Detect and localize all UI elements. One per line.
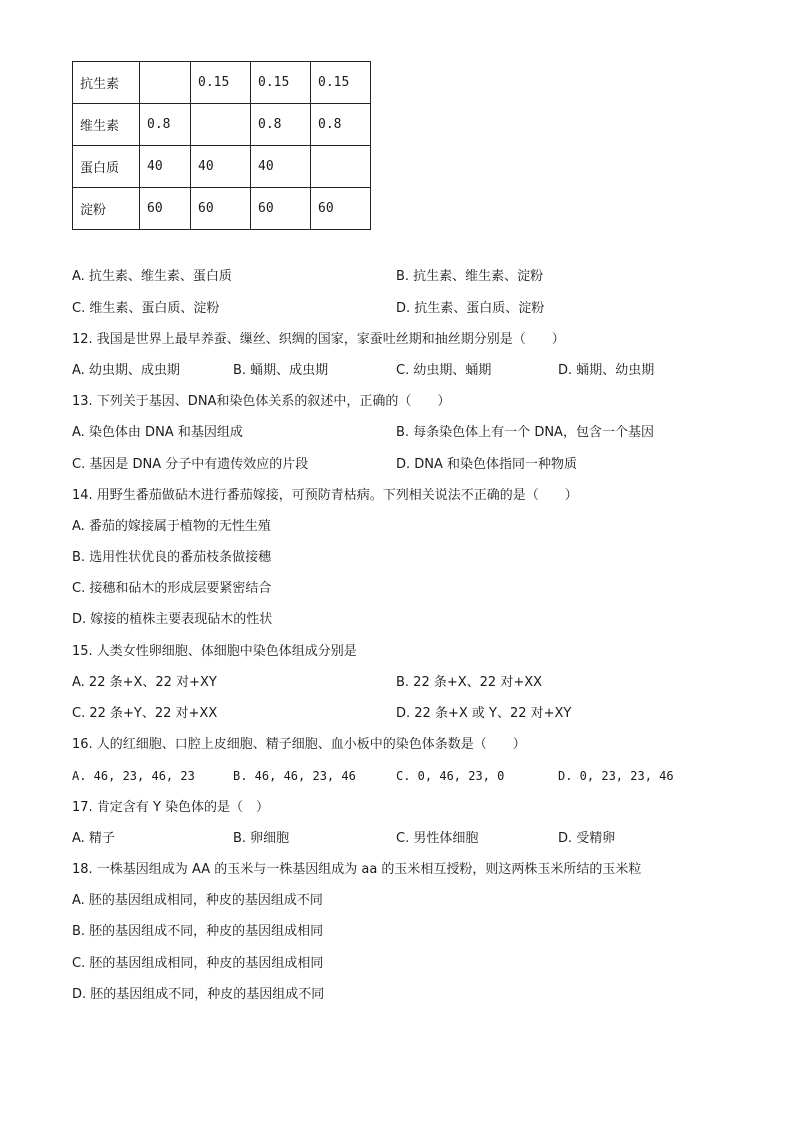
table-cell: 60 — [251, 188, 311, 230]
q13-option-d: D. DNA 和染色体指同一种物质 — [396, 457, 578, 472]
table-cell: 40 — [251, 146, 311, 188]
table-cell: 60 — [311, 188, 371, 230]
q13-option-b: B. 每条染色体上有一个 DNA，包含一个基因 — [396, 425, 654, 440]
q14-option-d: D. 嫁接的植株主要表现砧木的性状 — [72, 612, 273, 627]
table-cell: 0.15 — [311, 62, 371, 104]
q17-option-c: C. 男性体细胞 — [396, 831, 479, 846]
table-row — [73, 146, 371, 188]
q18-option-c: C. 胚的基因组成相同，种皮的基因组成相同 — [72, 956, 324, 971]
table-cell — [191, 104, 251, 146]
q14-stem: 14. 用野生番茄做砧木进行番茄嫁接，可预防青枯病。下列相关说法不正确的是（ ） — [72, 488, 578, 503]
q11-option-d: D. 抗生素、蛋白质、淀粉 — [396, 301, 545, 316]
q11-option-a: A. 抗生素、维生素、蛋白质 — [72, 269, 232, 284]
nutrient-table — [72, 61, 371, 230]
q12-option-c: C. 幼虫期、蛹期 — [396, 363, 492, 378]
table-cell: 40 — [140, 146, 191, 188]
q13-option-c: C. 基因是 DNA 分子中有遗传效应的片段 — [72, 457, 309, 472]
q13-stem: 13. 下列关于基因、DNA和染色体关系的叙述中，正确的（ ） — [72, 394, 451, 409]
q12-option-d: D. 蛹期、幼虫期 — [558, 363, 655, 378]
table-cell: 淀粉 — [73, 188, 140, 230]
table-cell: 蛋白质 — [73, 146, 140, 188]
table-cell: 抗生素 — [73, 62, 140, 104]
q16-option-c: C. 0, 46, 23, 0 — [396, 769, 505, 783]
q11-option-b: B. 抗生素、维生素、淀粉 — [396, 269, 544, 284]
q13-option-a: A. 染色体由 DNA 和基因组成 — [72, 425, 243, 440]
q17-option-a: A. 精子 — [72, 831, 115, 846]
table-cell: 维生素 — [73, 104, 140, 146]
table-cell: 0.15 — [191, 62, 251, 104]
q15-option-c: C. 22 条+Y、22 对+XX — [72, 706, 218, 721]
q12-stem: 12. 我国是世界上最早养蚕、缫丝、织绸的国家，家蚕吐丝期和抽丝期分别是（ ） — [72, 332, 565, 347]
q16-option-a: A. 46, 23, 46, 23 — [72, 769, 195, 783]
table-cell: 0.8 — [251, 104, 311, 146]
table-cell — [140, 62, 191, 104]
table-cell: 60 — [191, 188, 251, 230]
q15-option-b: B. 22 条+X、22 对+XX — [396, 675, 543, 690]
q16-option-d: D. 0, 23, 23, 46 — [558, 769, 674, 783]
table-row — [73, 104, 371, 146]
table-cell: 40 — [191, 146, 251, 188]
q11-option-c: C. 维生素、蛋白质、淀粉 — [72, 301, 220, 316]
q15-option-a: A. 22 条+X、22 对+XY — [72, 675, 217, 690]
q17-option-d: D. 受精卵 — [558, 831, 616, 846]
q14-option-c: C. 接穗和砧木的形成层要紧密结合 — [72, 581, 272, 596]
q18-stem: 18. 一株基因组成为 AA 的玉米与一株基因组成为 aa 的玉米相互授粉，则这两株玉米所结的玉米粒 — [72, 862, 642, 877]
q16-option-b: B. 46, 46, 23, 46 — [233, 769, 356, 783]
q14-option-a: A. 番茄的嫁接属于植物的无性生殖 — [72, 519, 271, 534]
q14-option-b: B. 选用性状优良的番茄枝条做接穗 — [72, 550, 272, 565]
q12-option-a: A. 幼虫期、成虫期 — [72, 363, 180, 378]
q16-stem: 16. 人的红细胞、口腔上皮细胞、精子细胞、血小板中的染色体条数是（ ） — [72, 737, 526, 752]
table-cell: 0.15 — [251, 62, 311, 104]
table-row — [73, 188, 371, 230]
q18-option-a: A. 胚的基因组成相同，种皮的基因组成不同 — [72, 893, 323, 908]
q17-stem: 17. 肯定含有 Y 染色体的是（ ） — [72, 800, 270, 815]
q15-stem: 15. 人类女性卵细胞、体细胞中染色体组成分别是 — [72, 644, 357, 659]
q17-option-b: B. 卵细胞 — [233, 831, 290, 846]
q18-option-d: D. 胚的基因组成不同，种皮的基因组成不同 — [72, 987, 325, 1002]
table-cell: 0.8 — [311, 104, 371, 146]
q18-option-b: B. 胚的基因组成不同，种皮的基因组成相同 — [72, 924, 324, 939]
table-cell: 0.8 — [140, 104, 191, 146]
q12-option-b: B. 蛹期、成虫期 — [233, 363, 329, 378]
table-cell: 60 — [140, 188, 191, 230]
q15-option-d: D. 22 条+X 或 Y、22 对+XY — [396, 706, 572, 721]
table-row — [73, 62, 371, 104]
table-cell — [311, 146, 371, 188]
